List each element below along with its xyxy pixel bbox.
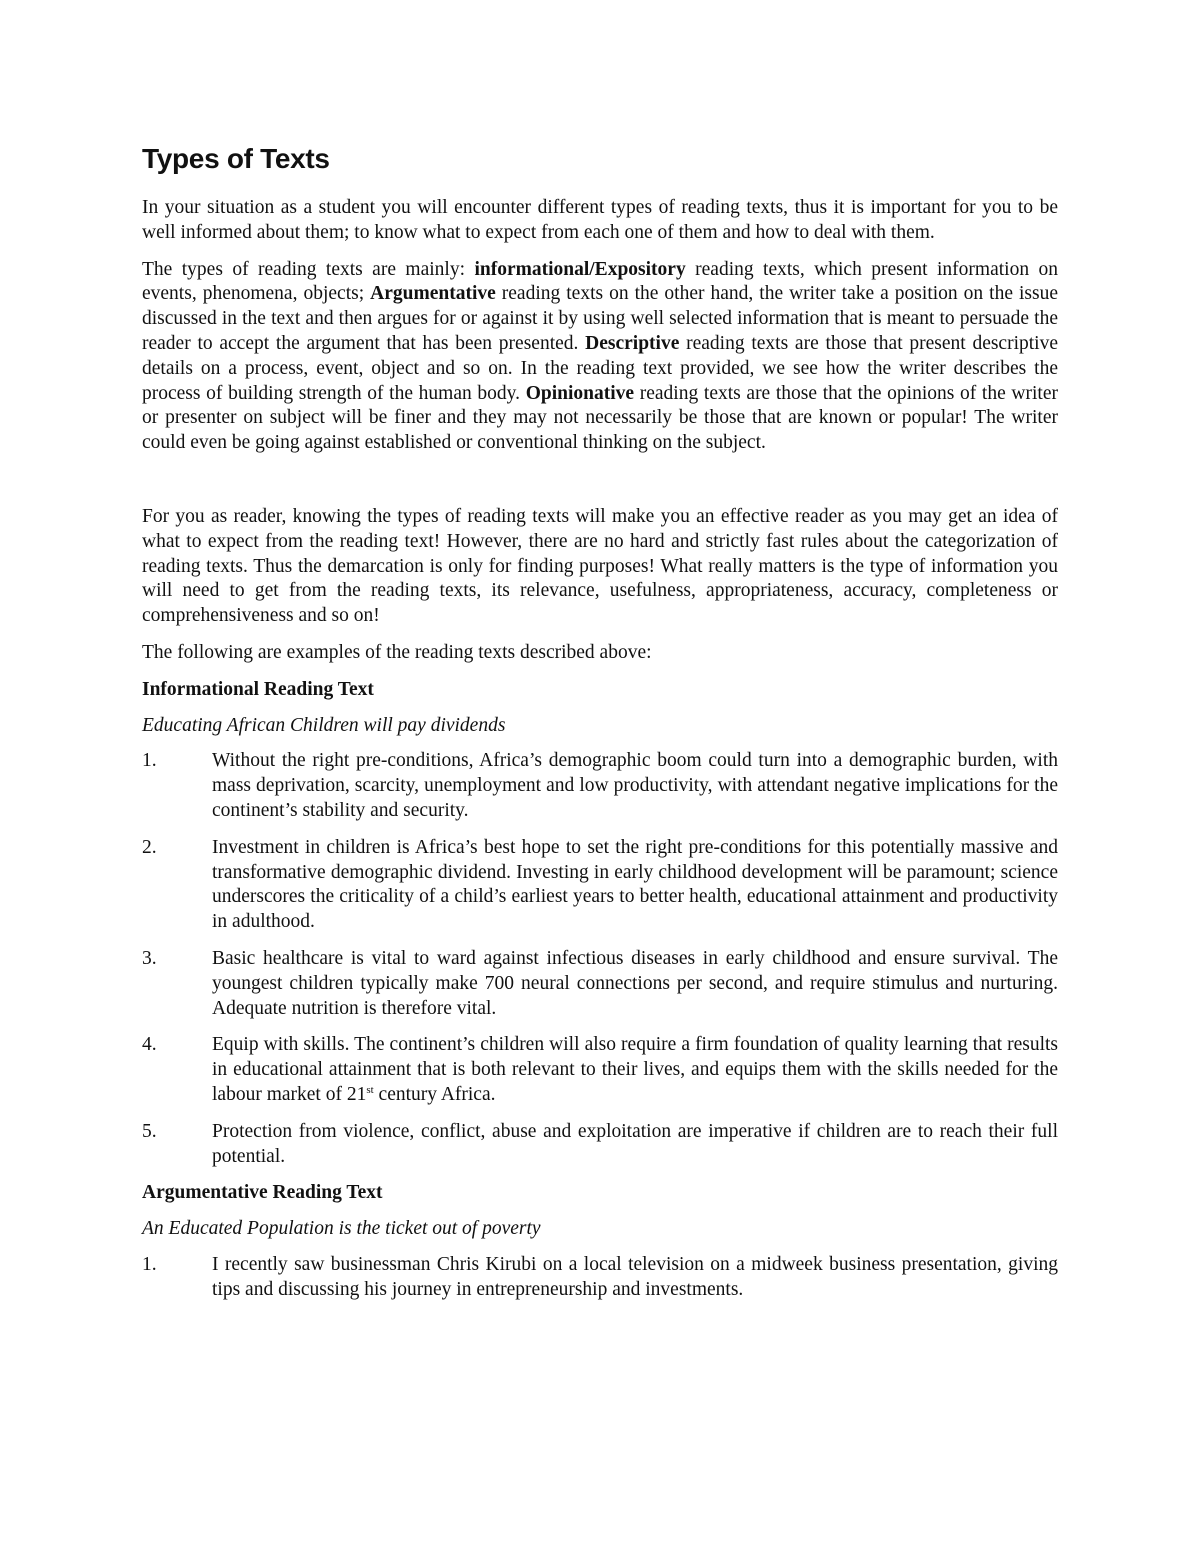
term-informational: informational/Expository (474, 258, 686, 280)
argumentative-heading: Argumentative Reading Text (142, 1182, 383, 1204)
types-paragraph (142, 258, 1058, 456)
paragraph-gap (142, 468, 1058, 505)
term-descriptive: Descriptive (585, 332, 680, 354)
types-text-2: reading texts, which present information on events, phenomena, objects; (142, 258, 1058, 305)
list-item (142, 1120, 1058, 1170)
item-number: 1. (142, 750, 157, 772)
item-number: 5. (142, 1120, 157, 1142)
reader-paragraph: For you as reader, knowing the types of reading texts will make you an effective reader as you may get an idea of what to expect from the reading text! However, there are no hard and strictly fast rules about the categorization of reading texts. Thus the demarcation is only for finding purposes! What really matters is the type of information you will need to get from the reading texts, its relevance, usefulness, appropriateness, accuracy, completeness or comprehensiveness and so on! (142, 505, 1058, 627)
list-item (142, 1033, 1058, 1107)
term-opinionative: Opinionative (525, 382, 635, 404)
informational-heading: Informational Reading Text (142, 678, 374, 700)
page-title: Types of Texts (142, 143, 330, 174)
item-number: 3. (142, 947, 157, 969)
informational-list (142, 749, 1058, 1169)
list-item (142, 836, 1058, 935)
argumentative-list (142, 1253, 1058, 1303)
informational-subtitle: Educating African Children will pay dividends (142, 714, 506, 736)
item-number: 2. (142, 836, 157, 858)
list-item (142, 1253, 1058, 1303)
list-item (142, 749, 1058, 823)
list-item (142, 947, 1058, 1021)
item-number: 1. (142, 1253, 157, 1275)
types-text-3: reading texts on the other hand, the writer take a position on the issue discussed in the text and then argues for or against it by using well selected information that is meant to persuade the reader to accept the argument that has been presented. (142, 283, 1058, 354)
item-text: Protection from violence, conflict, abuse and exploitation are imperative if children are to reach their full potential. (212, 1120, 1058, 1167)
examples-intro: The following are examples of the reading texts described above: (142, 641, 652, 663)
ordinal-superscript: st (366, 1083, 374, 1096)
item-text: I recently saw businessman Chris Kirubi on a local television on a midweek business presentation, giving tips and discussing his journey in entrepreneurship and investments. (212, 1253, 1058, 1300)
item-number: 4. (142, 1034, 157, 1056)
item-text: Investment in children is Africa’s best hope to set the right pre-conditions for this potentially massive and transformative demographic dividend. Investing in early childhood development will be paramount; science underscores the criticality of a child’s earliest years to better health, educational attainment and productivity in adulthood. (212, 836, 1058, 933)
item-text: Basic healthcare is vital to ward against infectious diseases in early childhood and ensure survival. The youngest children typically make 700 neural connections per second, and require stimulus and nurturing. Adequate nutrition is therefore vital. (212, 947, 1058, 1019)
item-text-before: Equip with skills. The continent’s children will also require a firm foundation of quality learning that results in educational attainment that is both relevant to their lives, and equips them with the skills needed for the labour market of 21 (212, 1034, 1058, 1105)
item-text (212, 1033, 1058, 1107)
types-text-4: reading texts are those that present descriptive details on a process, event, object and so on. In the reading text provided, we see how the writer describes the process of building strength of the human body. (142, 332, 1058, 404)
argumentative-subtitle: An Educated Population is the ticket out of poverty (142, 1218, 541, 1240)
item-text-after: century Africa. (373, 1083, 496, 1105)
term-argumentative: Argumentative (370, 283, 496, 305)
intro-paragraph: In your situation as a student you will encounter different types of reading texts, thus it is important for you to be well informed about them; to know what to expect from each one of them and how to deal with them. (142, 197, 1058, 243)
document-page (142, 142, 1058, 1314)
item-text: Without the right pre-conditions, Africa’s demographic boom could turn into a demographic burden, with mass deprivation, scarcity, unemployment and low productivity, with attendant negative implications for the continent’s stability and security. (212, 750, 1058, 821)
types-text-5: reading texts are those that the opinions of the writer or presenter on subject will be finer and they may not necessarily be those that are known or popular! The writer could even be going against established or conventional thinking on the subject. (142, 382, 1058, 454)
types-text-1: The types of reading texts are mainly: (142, 258, 475, 280)
